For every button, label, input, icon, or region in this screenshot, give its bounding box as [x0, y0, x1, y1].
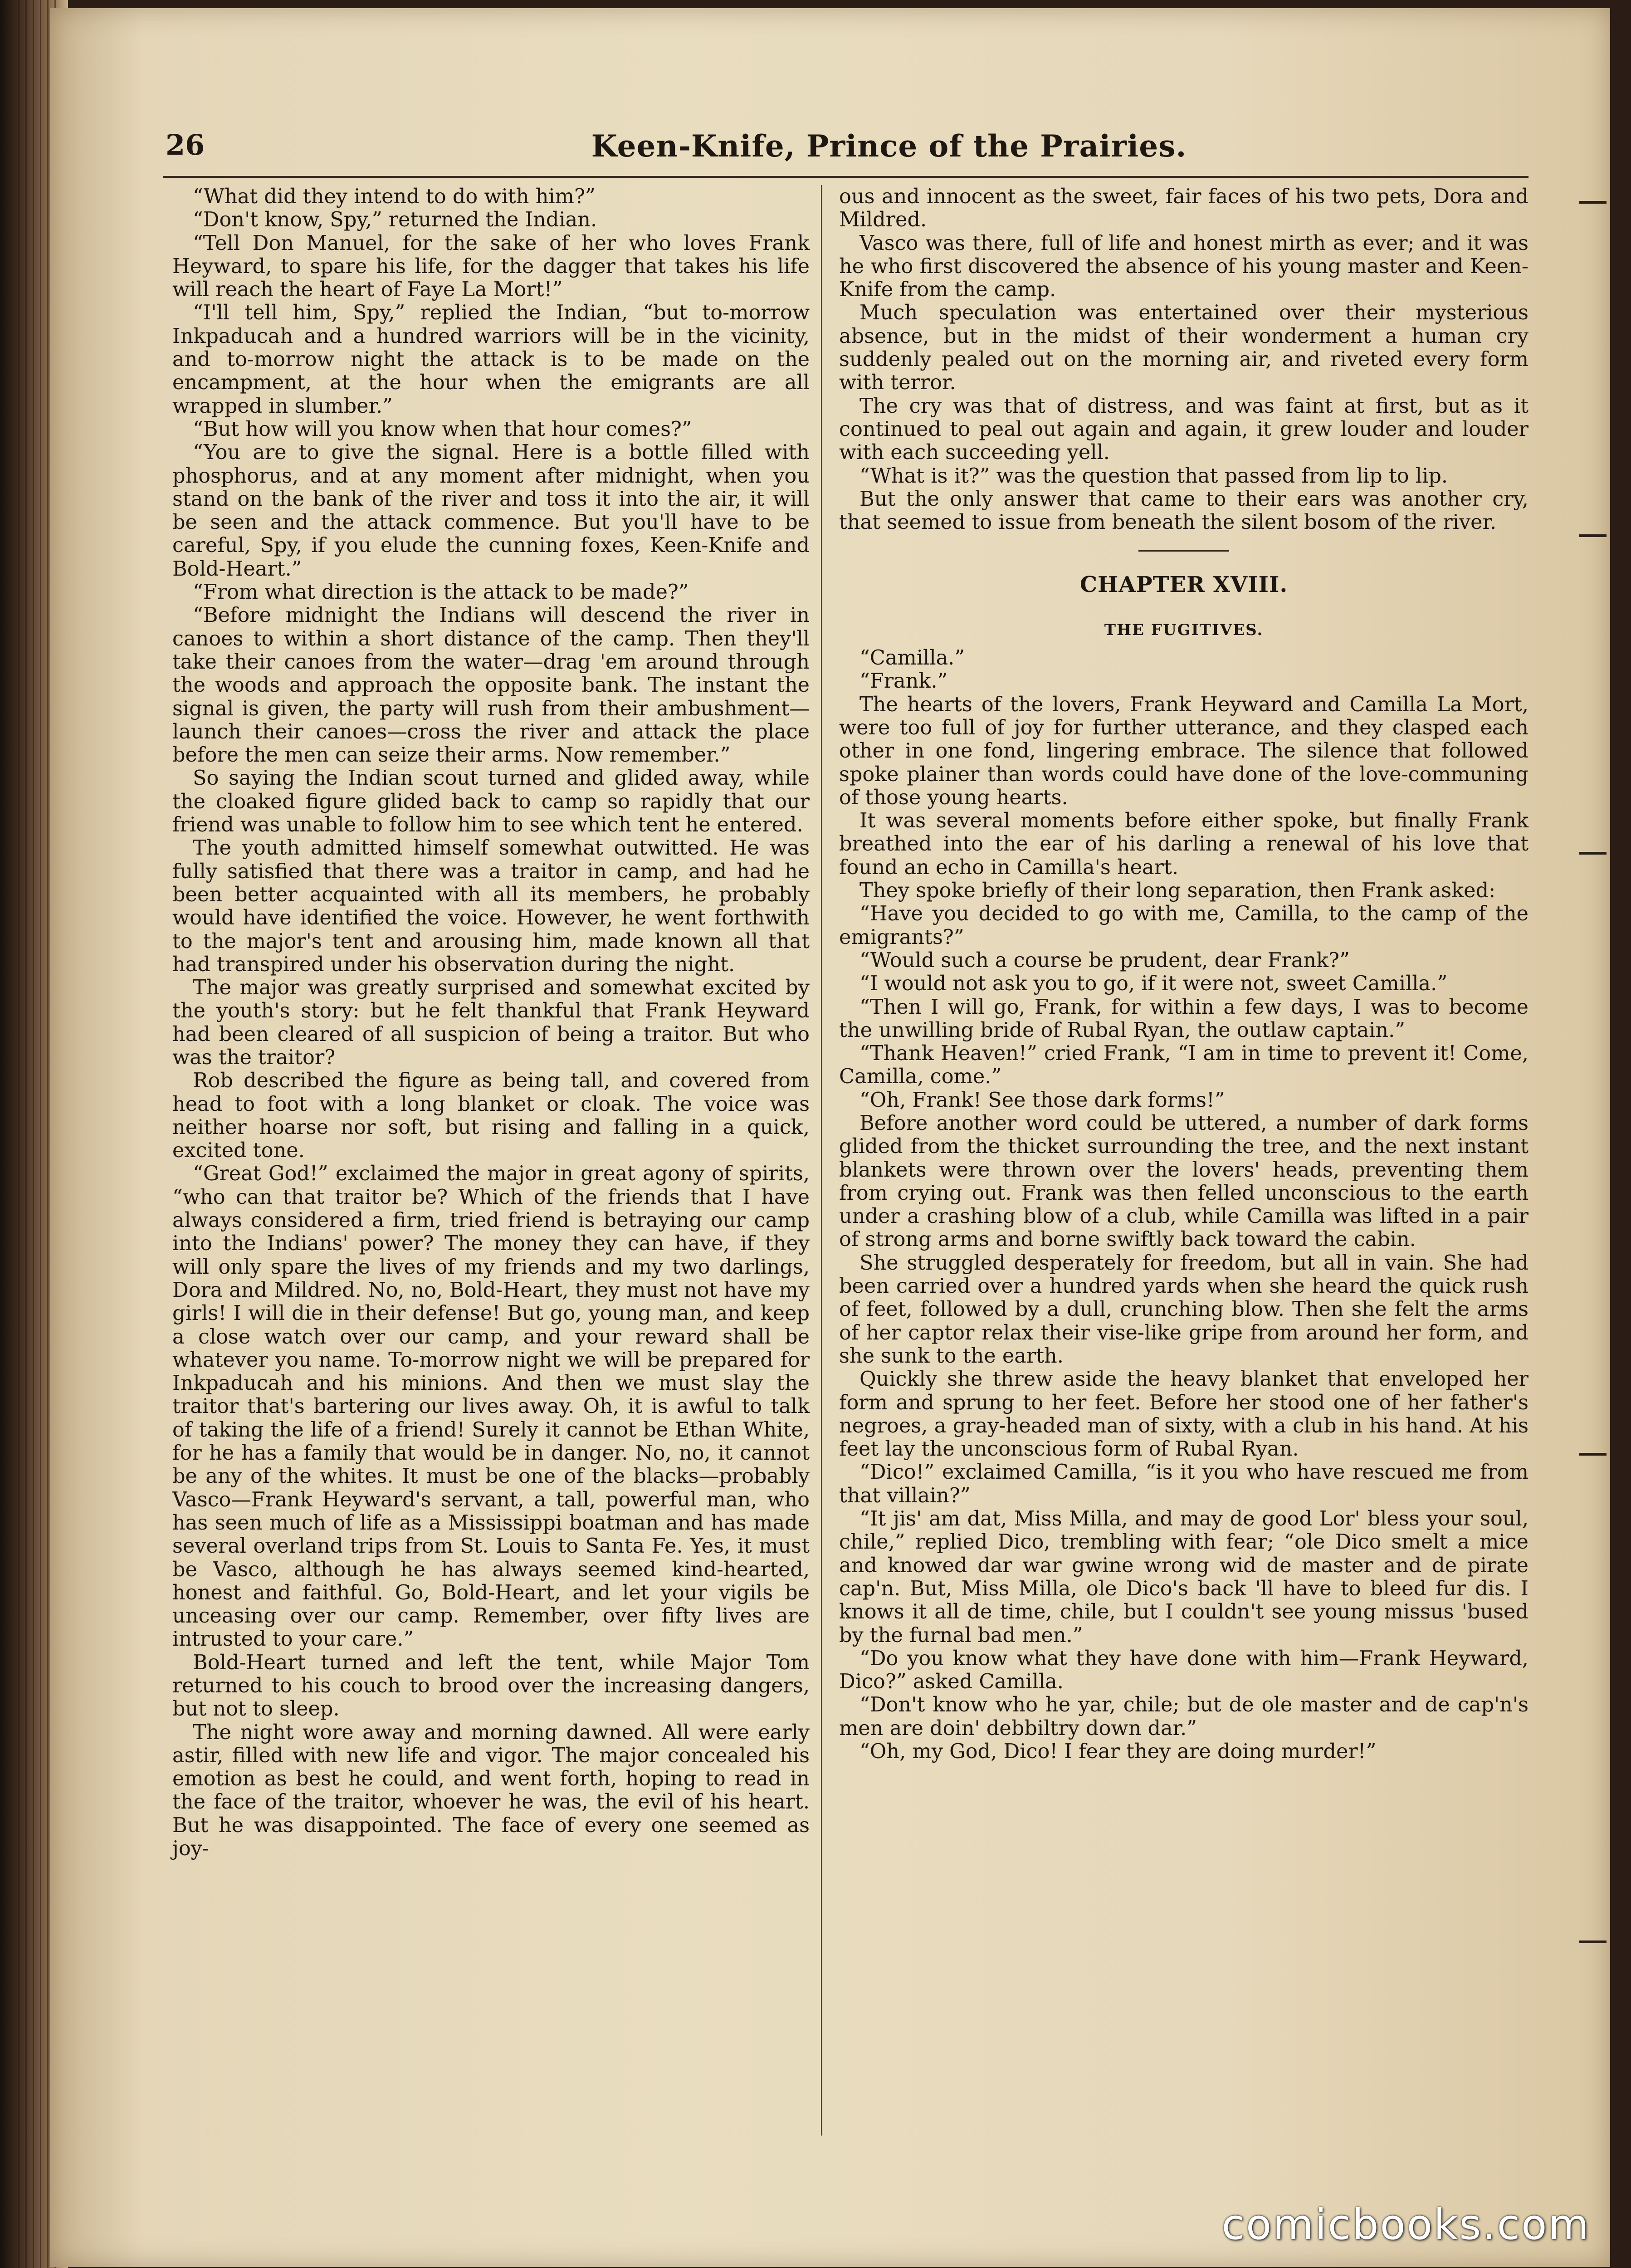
- paragraph: “What is it?” was the question that passed from lip to lip.: [859, 464, 1448, 488]
- watermark: comicbooks.com: [1221, 2200, 1590, 2249]
- paragraph: So saying the Indian scout turned and glided away, while the cloaked figure glided back to camp so rapidly that our friend was unable to follow him to see which tent he entered.: [172, 766, 810, 837]
- paragraph: “Before midnight the Indians will descend the river in canoes to within a short distance of the camp. Then they'll take their canoes from the water—drag 'em around through the woods and approach the opposite bank. The instant the signal is given, the party will rush from their ambushment—launch their canoes—cross the river and attack the place before the men can seize their arms. Now remember.”: [172, 603, 810, 767]
- paragraph: “But how will you know when that hour comes?”: [193, 417, 692, 441]
- paragraph: The cry was that of distress, and was faint at first, but as it continued to peal out again and again, it grew louder and louder with each succeeding yell.: [839, 394, 1528, 464]
- paragraph: The hearts of the lovers, Frank Heyward and Camilla La Mort, were too full of joy for further utterance, and they clasped each other in one fond, lingering embrace. The silence that followed spoke plainer than words could have done of the love-communing of those young hearts.: [839, 692, 1528, 809]
- paragraph: “Great God!” exclaimed the major in great agony of spirits, “who can that traitor be? Which of the friends that I have always considered a firm, tried friend is betraying our camp into the Indians' power? The money they can have, if they will only spare the lives of my friends and my two darlings, Dora and Mildred. No, no, Bold-Heart, they must not have my girls! I will die in their defense! But go, young man, and keep a close watch over our camp, and your reward shall be whatever you name. To-morrow night we will be prepared for Inkpaducah and his minions. And then we must slay the traitor that's bartering our lives away. Oh, it is awful to talk of taking the life of a friend! Surely it cannot be Ethan White, for he has a family that would be in danger. No, no, it cannot be any of the whites. It must be one of the blacks—probably Vasco—Frank Heyward's servant, a tall, powerful man, who has seen much of life as a Mississippi boatman and has made several overland trips from St. Louis to Santa Fe. Yes, it must be Vasco, although he has always seemed kind-hearted, honest and faithful. Go, Bold-Heart, and let your vigils be unceasing over our camp. Remember, over fifty lives are intrusted to your care.”: [172, 1162, 810, 1651]
- paragraph: “Have you decided to go with me, Camilla, to the camp of the emigrants?”: [839, 902, 1528, 949]
- right-column: [839, 185, 1528, 1763]
- header-rule: [163, 176, 1528, 178]
- margin-mark: [1579, 1453, 1607, 1456]
- column-divider: [821, 185, 822, 2136]
- chapter-heading: CHAPTER XVIII.: [1079, 572, 1288, 598]
- paragraph: It was several moments before either spoke, but finally Frank breathed into the ear of his darling a renewal of his love that found an echo in Camilla's heart.: [839, 809, 1528, 879]
- paragraph: “Thank Heaven!” cried Frank, “I am in time to prevent it! Come, Camilla, come.”: [839, 1041, 1528, 1089]
- paragraph: Rob described the figure as being tall, and covered from head to foot with a long blanket or cloak. The voice was neither hoarse nor soft, but rising and falling in a quick, excited tone.: [172, 1069, 810, 1163]
- paragraph: “Oh, my God, Dico! I fear they are doing murder!”: [859, 1740, 1377, 1763]
- paragraph: “Frank.”: [859, 669, 948, 693]
- running-title: Keen-Knife, Prince of the Prairies.: [591, 128, 1187, 164]
- paragraph: But the only answer that came to their ears was another cry, that seemed to issue from beneath the silent bosom of the river.: [839, 487, 1528, 534]
- paragraph: “Do you know what they have done with him—Frank Heyward, Dico?” asked Camilla.: [839, 1646, 1528, 1694]
- left-column: [172, 185, 810, 1860]
- page-header: [166, 128, 1531, 169]
- paragraph: “What did they intend to do with him?”: [193, 185, 596, 208]
- paragraph: “Don't know, Spy,” returned the Indian.: [193, 208, 597, 232]
- paragraph: “Would such a course be prudent, dear Frank?”: [859, 948, 1350, 972]
- margin-mark: [1579, 852, 1607, 855]
- page-number: 26: [166, 128, 205, 161]
- paragraph: She struggled desperately for freedom, but all in vain. She had been carried over a hundred yards when she heard the quick rush of feet, followed by a dull, crunching blow. Then she felt the arms of her captor relax their vise-like gripe from around her form, and she sunk to the earth.: [839, 1251, 1528, 1368]
- margin-mark: [1579, 1941, 1607, 1943]
- book-page: [50, 8, 1610, 2267]
- paragraph: Before another word could be uttered, a number of dark forms glided from the thicket surrounding the tree, and the next instant blankets were thrown over the lovers' heads, preventing them from crying out. Frank was then felled unconscious to the earth under a crashing blow of a club, while Camilla was lifted in a pair of strong arms and borne swiftly back toward the cabin.: [839, 1111, 1528, 1251]
- paragraph: “Oh, Frank! See those dark forms!”: [859, 1088, 1225, 1112]
- paragraph: ous and innocent as the sweet, fair faces of his two pets, Dora and Mildred.: [839, 185, 1528, 232]
- paragraph: Bold-Heart turned and left the tent, while Major Tom returned to his couch to brood over the increasing dangers, but not to sleep.: [172, 1650, 810, 1721]
- margin-mark: [1579, 534, 1607, 537]
- paragraph: “Dico!” exclaimed Camilla, “is it you who have rescued me from that villain?”: [839, 1460, 1528, 1507]
- paragraph: “I'll tell him, Spy,” replied the Indian, “but to-morrow Inkpaducah and a hundred warriors will be in the vicinity, and to-morrow night the attack is to be made on the encampment, at the hour when the emigrants are all wrapped in slumber.”: [172, 301, 810, 418]
- paragraph: Vasco was there, full of life and honest mirth as ever; and it was he who first discovered the absence of his young master and Keen-Knife from the camp.: [839, 231, 1528, 302]
- paragraph: “I would not ask you to go, if it were not, sweet Camilla.”: [859, 972, 1448, 996]
- paragraph: They spoke briefly of their long separation, then Frank asked:: [859, 879, 1496, 903]
- paragraph: The night wore away and morning dawned. All were early astir, filled with new life and vigor. The major concealed his emotion as best he could, and went forth, hoping to read in the face of the traitor, whoever he was, the evil of his heart. But he was disappointed. The face of every one seemed as joy-: [172, 1720, 810, 1861]
- paragraph: “Don't know who he yar, chile; but de ole master and de cap'n's men are doin' debbiltry down dar.”: [839, 1693, 1528, 1740]
- paragraph: The youth admitted himself somewhat outwitted. He was fully satisfied that there was a traitor in camp, and had he been better acquainted with all its members, he probably would have identified the voice. However, he went forthwith to the major's tent and arousing him, made known all that had transpired under his observation during the night.: [172, 836, 810, 976]
- paragraph: Quickly she threw aside the heavy blanket that enveloped her form and sprung to her feet. Before her stood one of her father's negroes, a gray-headed man of sixty, with a club in his hand. At his feet lay the unconscious form of Rubal Ryan.: [839, 1367, 1528, 1461]
- paragraph: “Tell Don Manuel, for the sake of her who loves Frank Heyward, to spare his life, for the dagger that takes his life will reach the heart of Faye La Mort!”: [172, 231, 810, 302]
- chapter-rule: [1138, 550, 1229, 552]
- paragraph: The major was greatly surprised and somewhat excited by the youth's story: but he felt thankful that Frank Heyward had been cleared of all suspicion of being a traitor. But who was the traitor?: [172, 976, 810, 1069]
- paragraph: “Then I will go, Frank, for within a few days, I was to become the unwilling bride of Rubal Ryan, the outlaw captain.”: [839, 995, 1528, 1042]
- paragraph: “Camilla.”: [859, 646, 965, 670]
- paragraph: Much speculation was entertained over their mysterious absence, but in the midst of their wonderment a human cry suddenly pealed out on the morning air, and riveted every form with terror.: [839, 301, 1528, 395]
- paragraph: “From what direction is the attack to be made?”: [193, 580, 689, 604]
- paragraph: “You are to give the signal. Here is a bottle filled with phosphorus, and at any moment after midnight, when you stand on the bank of the river and toss it into the air, it will be seen and the attack commence. But you'll have to be careful, Spy, if you elude the cunning foxes, Keen-Knife and Bold-Heart.”: [172, 440, 810, 581]
- paragraph: “It jis' am dat, Miss Milla, and may de good Lor' bless your soul, chile,” replied Dico, trembling with fear; “ole Dico smelt a mice and knowed dar war gwine wrong wid de master and de pirate cap'n. But, Miss Milla, ole Dico's back 'll have to bleed fur dis. I knows it all de time, chile, but I couldn't see young missus 'bused by the furnal bad men.”: [839, 1507, 1528, 1647]
- margin-mark: [1579, 201, 1607, 204]
- chapter-subtitle: THE FUGITIVES.: [1104, 621, 1264, 639]
